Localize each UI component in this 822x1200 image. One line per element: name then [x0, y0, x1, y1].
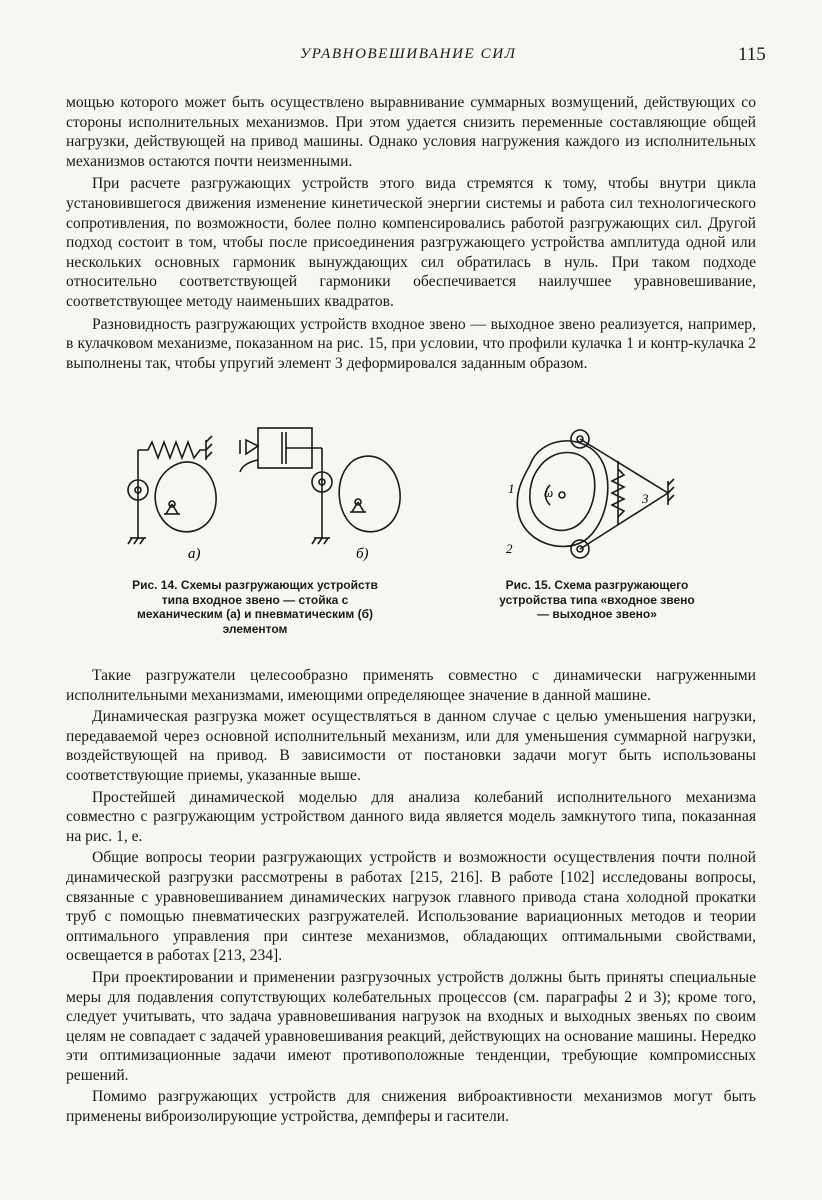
text-block-top [66, 93, 756, 373]
paragraph: Общие вопросы теории разгружающих устройств и возможности осуществления почти полной динамической разгрузки рассмотрены в работах [215, 216]. В работе [102] исследованы вопросы, связанные с уравновешиванием динамических нагрузок главного привода стана холодной прокатки труб с помощью пневматических разгружателей. Использование вариационных методов и теории оптимального управления при синтезе механизмов, обладающих оптимальными свойствами, освещается в работах [213, 234]. [66, 849, 756, 965]
figure-15-label-1: 1 [508, 481, 515, 496]
figure-14-caption: Рис. 14. Схемы разгружающих устройств типа входное звено — стойка с механическим (а) и пневматическим (б) элементом [132, 578, 378, 636]
figure-14-label-a: а) [188, 546, 201, 562]
cam-b [339, 456, 400, 532]
paragraph: Такие разгружатели целесообразно применять совместно с динамически нагруженными исполнительными механизмами, имеющими определяющее значение в данной машине. [66, 667, 756, 704]
paragraph: мощью которого может быть осуществлено выравнивание суммарных возмущений, действующих со стороны исполнительных механизмов. При этом удается снизить переменные составляющие общей нагрузки, действующей на привод машины. Однако условия нагружения каждого из исполнительных механизмов остаются почти неизменными. [66, 94, 756, 170]
figure-14 [110, 420, 410, 570]
figure-14-diagram [110, 420, 410, 570]
figure-15-diagram [500, 425, 700, 570]
paragraph: Динамическая разгрузка может осуществляться в данном случае с целью уменьшения нагрузки, передаваемой через основной исполнительный механизм, или для уменьшения суммарной нагрузки, воздействующей на привод. В зависимости от постановки задачи могут быть использованы соответствующие приемы, указанные выше. [66, 708, 756, 784]
figure-15-label-3: 3 [642, 491, 649, 506]
text-block-bottom [66, 666, 756, 1127]
figure-14-label-b: б) [356, 546, 369, 562]
cam-a [155, 462, 216, 532]
figure-15-caption: Рис. 15. Схема разгружающего устройства типа «входное звено — выходное звено» [499, 578, 695, 621]
paragraph: При расчете разгружающих устройств этого вида стремятся к тому, чтобы внутри цикла установившегося движения изменение кинетической энергии системы и работа сил технологического сопротивления, по возможности, более полно компенсировались работой разгружающих сил. Другой подход состоит в том, чтобы после присоединения разгружающего устройства амплитуда одной или нескольких основных гармоник вынуждающих сил обратилась в нуль. При таком подходе относительно соответствующей гармоники обеспечивается наилучшее уравновешивание, соответствующее методу наименьших квадратов. [66, 175, 756, 310]
page-header [0, 44, 822, 68]
paragraph: Разновидность разгружающих устройств входное звено — выходное звено реализуется, например, в кулачковом механизме, показанном на рис. 15, при условии, что профили кулачка 1 и контр-кулачка 2 выполнены так, чтобы упругий элемент 3 деформировался заданным образом. [66, 315, 756, 372]
paragraph: При проектировании и применении разгрузочных устройств должны быть приняты специальные меры для подавления сопутствующих колебательных процессов (см. параграфы 2 и 3); кроме того, следует учитывать, что задача уравновешивания нагрузок на входных и выходных звеньях по своим целям не совпадает с задачей уравновешивания реакций, действующих на основание машины. Нередко эти оптимизационные задачи имеют противоположные тенденции, требующие компромиссных решений. [66, 968, 756, 1084]
page-number: 115 [738, 44, 766, 65]
paragraph: Помимо разгружающих устройств для снижения виброактивности механизмов могут быть применены виброизолирующие устройства, демпферы и гасители. [66, 1088, 756, 1126]
figure-15-label-omega: ω [544, 485, 554, 500]
figure-15-label-2: 2 [506, 541, 513, 556]
spring-a [138, 442, 206, 458]
figure-15 [500, 425, 700, 570]
paragraph: Простейшей динамической моделью для анализа колебаний исполнительного механизма совместно с разгружающим устройством данного вида является модель замкнутого типа, показанная на рис. 1, е. [66, 788, 756, 845]
running-title: УРАВНОВЕШИВАНИЕ СИЛ [300, 46, 517, 62]
